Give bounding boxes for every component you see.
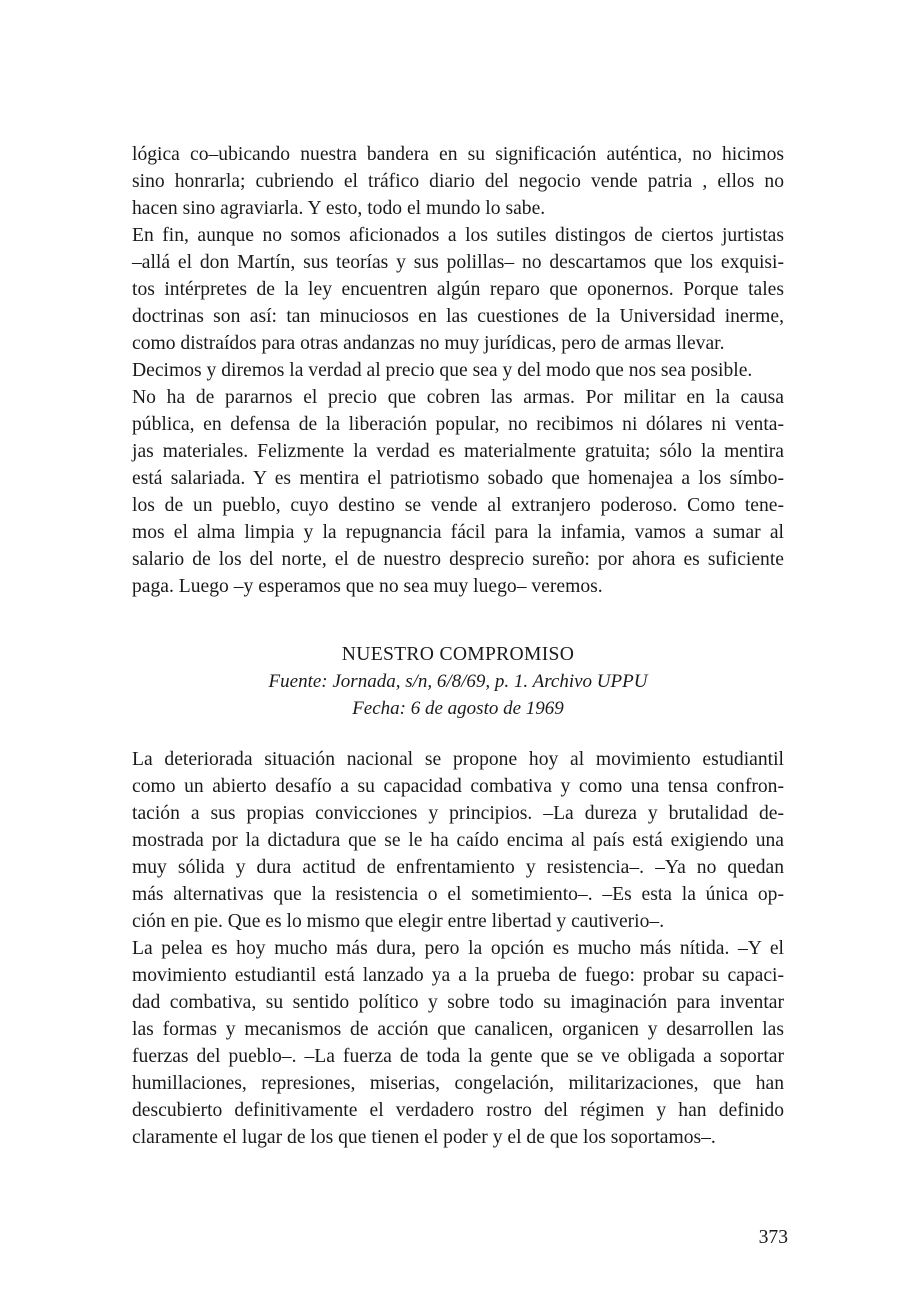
text-line: fuerzas del pueblo–. –La fuerza de toda la gente que se ve obligada a soportar bbox=[132, 1046, 784, 1067]
text-line: sino honrarla; cubriendo el tráfico diario del negocio vende patria , ellos no bbox=[132, 171, 784, 192]
section-source: Fuente: Jornada, s/n, 6/8/69, p. 1. Archivo UPPU bbox=[268, 671, 648, 692]
text-line: como distraídos para otras andanzas no muy jurídicas, pero de armas llevar. bbox=[132, 333, 725, 354]
section-date: Fecha: 6 de agosto de 1969 bbox=[352, 698, 564, 719]
text-line: lógica co–ubicando nuestra bandera en su significación auténtica, no hicimos bbox=[132, 144, 784, 165]
text-line: paga. Luego –y esperamos que no sea muy luego– veremos. bbox=[132, 576, 603, 597]
text-line: mostrada por la dictadura que se le ha caído encima al país está exigiendo una bbox=[132, 830, 784, 851]
text-line: muy sólida y dura actitud de enfrentamiento y resistencia–. –Ya no quedan bbox=[132, 857, 784, 878]
text-line: jas materiales. Felizmente la verdad es materialmente gratuita; sólo la mentira bbox=[132, 441, 784, 462]
text-line: claramente el lugar de los que tienen el poder y el de que los soportamos–. bbox=[132, 1127, 716, 1148]
text-line: pública, en defensa de la liberación popular, no recibimos ni dólares ni venta- bbox=[132, 414, 784, 435]
text-line: Decimos y diremos la verdad al precio que sea y del modo que nos sea posible. bbox=[132, 360, 753, 381]
text-line: movimiento estudiantil está lanzado ya a la prueba de fuego: probar su capaci- bbox=[132, 965, 784, 986]
text-line: los de un pueblo, cuyo destino se vende al extranjero poderoso. Como tene- bbox=[132, 495, 784, 516]
page-number: 373 bbox=[758, 1227, 788, 1248]
body-text-bottom bbox=[132, 746, 784, 1151]
text-line: No ha de pararnos el precio que cobren las armas. Por militar en la causa bbox=[132, 387, 784, 408]
text-line: humillaciones, represiones, miserias, congelación, militarizaciones, que han bbox=[132, 1073, 784, 1094]
text-line: En fin, aunque no somos aficionados a los sutiles distingos de ciertos jurtistas bbox=[132, 225, 784, 246]
text-line: hacen sino agraviarla. Y esto, todo el mundo lo sabe. bbox=[132, 198, 546, 219]
text-line: tos intérpretes de la ley encuentren algún reparo que oponernos. Porque tales bbox=[132, 279, 784, 300]
text-line: doctrinas son así: tan minuciosos en las cuestiones de la Universidad inerme, bbox=[132, 306, 784, 327]
body-text-top bbox=[132, 141, 784, 600]
text-line: –allá el don Martín, sus teorías y sus polillas– no descartamos que los exquisi- bbox=[132, 252, 784, 273]
text-line: salario de los del norte, el de nuestro desprecio sureño: por ahora es suficiente bbox=[132, 549, 784, 570]
section-title: NUESTRO COMPROMISO bbox=[341, 644, 575, 665]
text-line: La pelea es hoy mucho más dura, pero la opción es mucho más nítida. –Y el bbox=[132, 938, 784, 959]
text-line: La deteriorada situación nacional se propone hoy al movimiento estudiantil bbox=[132, 749, 784, 770]
text-line: como un abierto desafío a su capacidad combativa y como una tensa confron- bbox=[132, 776, 784, 797]
text-line: descubierto definitivamente el verdadero rostro del régimen y han definido bbox=[132, 1100, 784, 1121]
text-line: las formas y mecanismos de acción que canalicen, organicen y desarrollen las bbox=[132, 1019, 784, 1040]
text-line: dad combativa, su sentido político y sobre todo su imaginación para inventar bbox=[132, 992, 784, 1013]
text-line: más alternativas que la resistencia o el sometimiento–. –Es esta la única op- bbox=[132, 884, 784, 905]
text-line: tación a sus propias convicciones y principios. –La dureza y brutalidad de- bbox=[132, 803, 784, 824]
section-heading bbox=[132, 641, 784, 722]
text-line: está salariada. Y es mentira el patriotismo sobado que homenajea a los símbo- bbox=[132, 468, 784, 489]
text-line: ción en pie. Que es lo mismo que elegir entre libertad y cautiverio–. bbox=[132, 911, 665, 932]
text-line: mos el alma limpia y la repugnancia fácil para la infamia, vamos a sumar al bbox=[132, 522, 784, 543]
